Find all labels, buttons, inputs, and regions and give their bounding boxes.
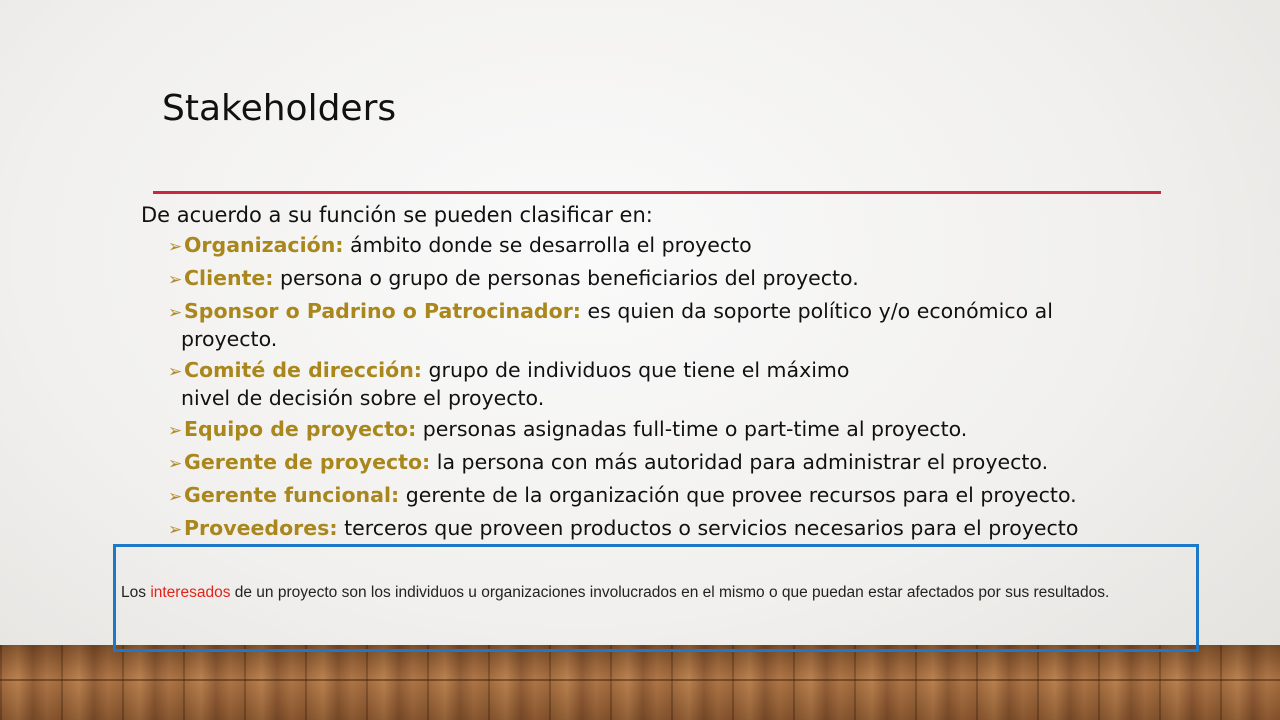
arrow-bullet-icon: ➢ (168, 237, 183, 257)
item-continuation: proyecto. (181, 327, 278, 351)
arrow-bullet-icon: ➢ (168, 487, 183, 507)
item-desc: es quien da soporte político y/o económico al (581, 299, 1053, 323)
wood-floor-background (0, 645, 1280, 720)
item-desc: personas asignadas full-time o part-time al proyecto. (416, 417, 968, 441)
item-term: Gerente funcional: (184, 483, 400, 507)
item-term: Comité de dirección: (184, 358, 422, 382)
note-prefix: Los (121, 584, 151, 601)
note-text (121, 583, 1181, 603)
item-term: Sponsor o Padrino o Patrocinador: (184, 299, 581, 323)
title-divider (153, 191, 1161, 194)
item-desc: gerente de la organización que provee recursos para el proyecto. (399, 483, 1077, 507)
list-item (168, 416, 1178, 444)
list-item (168, 357, 1178, 411)
item-term: Proveedores: (184, 516, 338, 540)
item-term: Cliente: (184, 266, 274, 290)
item-desc: persona o grupo de personas beneficiarios del proyecto. (273, 266, 859, 290)
item-term: Organización: (184, 233, 344, 257)
floor-seam (0, 679, 1280, 681)
list-item (168, 515, 1178, 543)
note-suffix: de un proyecto son los individuos u organizaciones involucrados en el mismo o que puedan estar afectados por sus resultados. (230, 584, 1110, 601)
arrow-bullet-icon: ➢ (168, 454, 183, 474)
arrow-bullet-icon: ➢ (168, 520, 183, 540)
stakeholder-list (168, 232, 1178, 548)
item-desc: grupo de individuos que tiene el máximo (422, 358, 850, 382)
item-continuation: nivel de decisión sobre el proyecto. (181, 386, 545, 410)
slide-title: Stakeholders (162, 88, 397, 129)
arrow-bullet-icon: ➢ (168, 303, 183, 323)
item-term: Equipo de proyecto: (184, 417, 417, 441)
arrow-bullet-icon: ➢ (168, 421, 183, 441)
item-desc: terceros que proveen productos o servicios necesarios para el proyecto (337, 516, 1079, 540)
item-desc: la persona con más autoridad para administrar el proyecto. (430, 450, 1049, 474)
item-term: Gerente de proyecto: (184, 450, 431, 474)
intro-text: De acuerdo a su función se pueden clasificar en: (141, 203, 653, 227)
list-item (168, 232, 1178, 260)
arrow-bullet-icon: ➢ (168, 362, 183, 382)
list-item (168, 449, 1178, 477)
list-item (168, 265, 1178, 293)
list-item (168, 482, 1178, 510)
note-highlight: interesados (150, 584, 231, 601)
arrow-bullet-icon: ➢ (168, 270, 183, 290)
list-item (168, 298, 1178, 352)
item-desc: ámbito donde se desarrolla el proyecto (343, 233, 752, 257)
